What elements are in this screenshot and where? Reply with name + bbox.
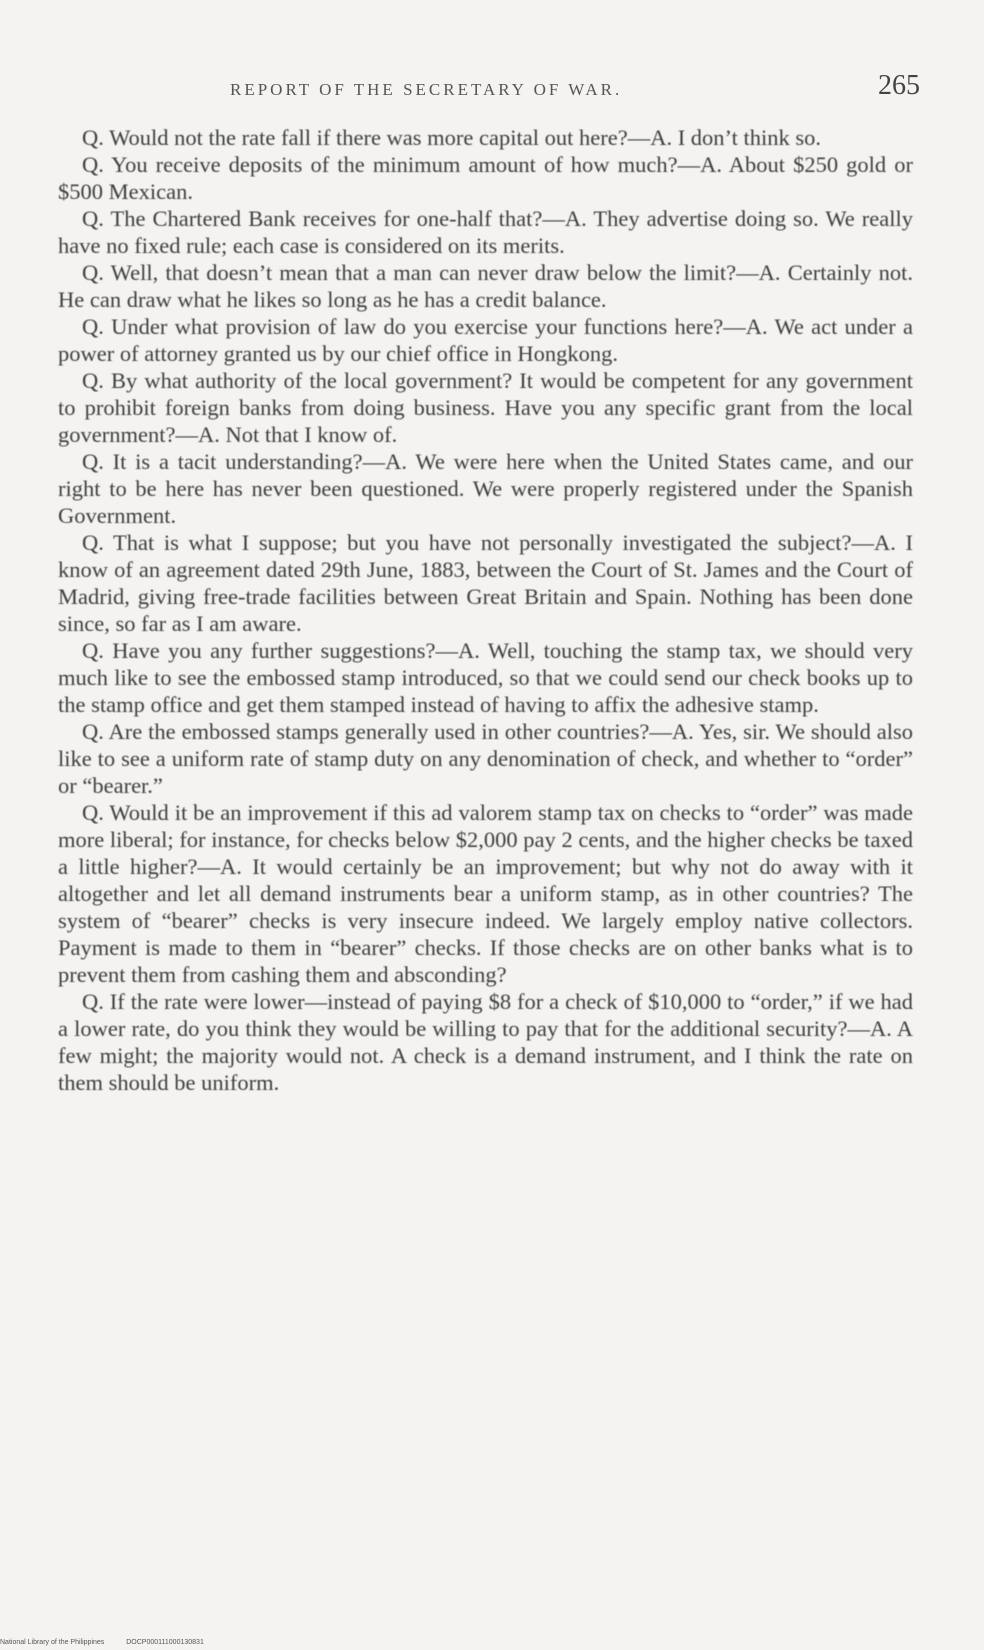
paragraph-3: Q. The Chartered Bank receives for one-half that?—A. They advertise doing so. We really have no fixed rule; each case is considered on its merits. — [58, 206, 913, 258]
paragraph-10: Q. Are the embossed stamps generally used in other countries?—A. Yes, sir. We should also like to see a uniform rate of stamp duty on any denomination of check, and whether to “order” or “bearer.” — [58, 719, 913, 798]
footer-library: National Library of the Philippines — [0, 1639, 105, 1646]
running-title: REPORT OF THE SECRETARY OF WAR. — [230, 80, 623, 99]
paragraph-2: Q. You receive deposits of the minimum amount of how much?—A. About $250 gold or $500 Mexican. — [58, 152, 913, 204]
paragraph-12: Q. If the rate were lower—instead of paying $8 for a check of $10,000 to “order,” if we had a lower rate, do you think they would be willing to pay that for the additional security?—A. A few might; the majority would not. A check is a demand instrument, and I think the rate on them should be uniform. — [58, 989, 913, 1095]
paragraph-11: Q. Would it be an improvement if this ad valorem stamp tax on checks to “order” was made more liberal; for instance, for checks below $2,000 pay 2 cents, and the higher checks be taxed a little higher?—A. It would certainly be an improvement; but why not do away with it altogether and let all demand instruments bear a uniform stamp, as in other countries? The system of “bearer” checks is very insecure indeed. We largely employ native collectors. Payment is made to them in “bearer” checks. If those checks are on other banks what is to prevent them from cashing them and absconding? — [58, 800, 913, 987]
paragraph-1: Q. Would not the rate fall if there was more capital out here?—A. I don’t think so. — [82, 125, 822, 150]
paragraph-9: Q. Have you any further suggestions?—A. Well, touching the stamp tax, we should very much like to see the embossed stamp introduced, so that we could send our check books up to the stamp office and get them stamped instead of having to affix the adhesive stamp. — [58, 638, 913, 717]
running-head — [60, 70, 920, 110]
paragraph-5: Q. Under what provision of law do you exercise your functions here?—A. We act under a power of attorney granted us by our chief office in Hongkong. — [58, 314, 913, 366]
scan-footer — [0, 1636, 600, 1650]
paragraph-6: Q. By what authority of the local government? It would be competent for any government to prohibit foreign banks from doing business. Have you any specific grant from the local government?—A. Not that I know of. — [58, 368, 913, 447]
paragraph-8: Q. That is what I suppose; but you have not personally investigated the subject?—A. I know of an agreement dated 29th June, 1883, between the Court of St. James and the Court of Madrid, giving free-trade facilities between Great Britain and Spain. Nothing has been done since, so far as I am aware. — [58, 530, 913, 636]
footer-item-id: DOCP000111000130831 — [126, 1639, 204, 1646]
paragraph-7: Q. It is a tacit understanding?—A. We were here when the United States came, and our right to be here has never been questioned. We were properly registered under the Spanish Government. — [58, 449, 913, 528]
body-text — [58, 124, 913, 1096]
paragraph-4: Q. Well, that doesn’t mean that a man can never draw below the limit?—A. Certainly not. He can draw what he likes so long as he has a credit balance. — [58, 260, 913, 312]
page-number: 265 — [878, 70, 920, 101]
